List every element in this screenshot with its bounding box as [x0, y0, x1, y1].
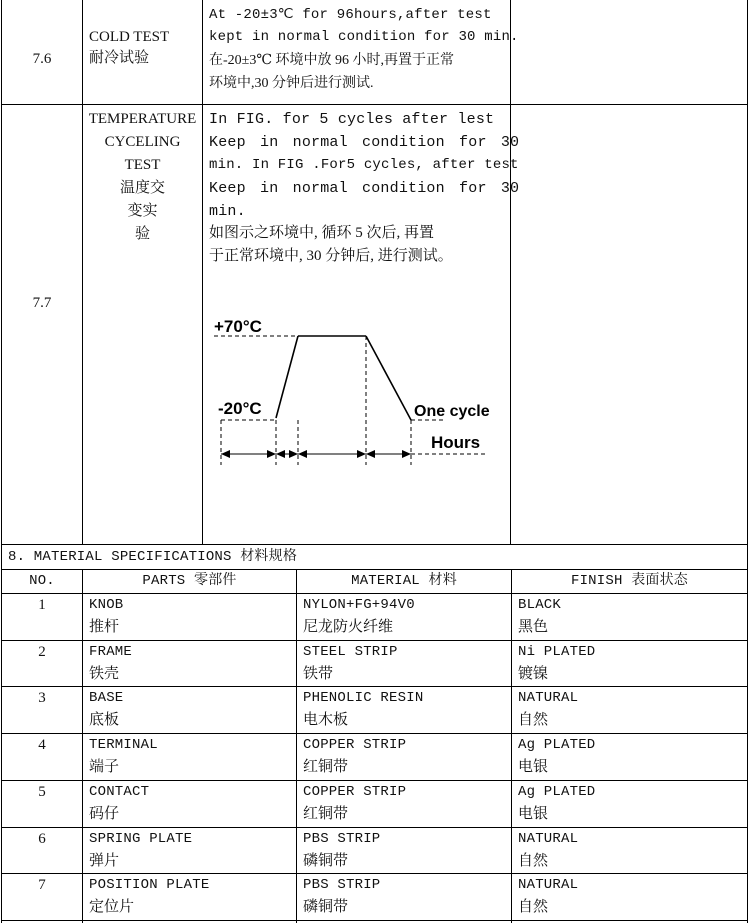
part-name-en: SPRING PLATE — [89, 831, 193, 847]
row-divider-77-8 — [1, 544, 748, 545]
mat-table-bottom — [1, 920, 748, 921]
temperature-profile — [276, 336, 411, 420]
material-en: PBS STRIP — [303, 831, 381, 847]
finish-en: Ni PLATED — [518, 644, 596, 660]
mat-col-divider-2 — [296, 569, 297, 923]
part-name-en: POSITION PLATE — [89, 877, 210, 893]
hours-label: Hours — [431, 433, 481, 452]
row-number: 6 — [38, 831, 46, 847]
row-number: 5 — [38, 784, 46, 800]
finish-cn: 镀镍 — [518, 666, 549, 682]
finish-cn: 自然 — [518, 899, 549, 915]
col-divider-name — [202, 0, 203, 544]
part-name-en: KNOB — [89, 597, 124, 613]
test-description-line: 在-20±3℃ 环境中放 96 小时,再置于正常 — [209, 53, 455, 68]
material-en: NYLON+FG+94V0 — [303, 597, 415, 613]
part-name-cn: 推杆 — [89, 619, 120, 635]
test-name-line: 变实 — [127, 203, 158, 219]
finish-en: NATURAL — [518, 877, 579, 893]
finish-cn: 电银 — [518, 759, 549, 775]
test-name-line: TEST — [124, 157, 161, 173]
material-cn: 铁带 — [303, 666, 334, 682]
header-parts: PARTS 零部件 — [142, 573, 237, 589]
material-en: PBS STRIP — [303, 877, 381, 893]
material-cn: 电木板 — [303, 712, 349, 728]
row-number: 4 — [38, 737, 46, 753]
test-description-line: Keep in normal condition for 30 — [209, 180, 520, 197]
row-number: 1 — [38, 597, 46, 613]
material-en: COPPER STRIP — [303, 784, 407, 800]
test-description-line: min. In FIG .For5 cycles, after test — [209, 157, 519, 173]
test-name-line: CYCELING — [104, 134, 181, 150]
test-description-line: 环境中,30 分钟后进行测试. — [209, 76, 374, 91]
row-number: 7 — [38, 877, 46, 893]
part-name-cn: 弹片 — [89, 853, 120, 869]
finish-en: NATURAL — [518, 831, 579, 847]
header-material: MATERIAL 材料 — [351, 573, 457, 589]
header-finish: FINISH 表面状态 — [570, 573, 688, 589]
test-name-line: TEMPERATURE — [88, 111, 197, 127]
col-divider-desc — [510, 0, 511, 544]
row-number: 2 — [38, 644, 46, 660]
test-description-line: At -20±3℃ for 96hours,after test — [209, 7, 492, 23]
part-name-en: FRAME — [89, 644, 133, 660]
finish-en: Ag PLATED — [518, 784, 596, 800]
test-name-en: COLD TEST — [89, 29, 170, 45]
finish-en: NATURAL — [518, 690, 579, 706]
col-divider-no — [82, 0, 83, 544]
test-description-line: In FIG. for 5 cycles after lest — [209, 111, 495, 128]
material-cn: 磷铜带 — [303, 899, 349, 915]
material-en: COPPER STRIP — [303, 737, 407, 753]
part-name-cn: 铁壳 — [89, 666, 120, 682]
material-en: PHENOLIC RESIN — [303, 690, 424, 706]
row-divider-76-77 — [1, 104, 748, 105]
test-name-line: 温度交 — [119, 180, 165, 196]
material-cn: 红铜带 — [303, 759, 349, 775]
section-title: 8. MATERIAL SPECIFICATIONS 材料规格 — [8, 549, 298, 565]
material-cn: 磷铜带 — [303, 853, 349, 869]
test-description-line: Keep in normal condition for 30 — [209, 134, 520, 151]
outer-right-border — [747, 0, 748, 923]
part-name-cn: 定位片 — [89, 899, 135, 915]
part-name-cn: 底板 — [89, 712, 120, 728]
finish-cn: 黑色 — [518, 619, 549, 635]
test-description-line: kept in normal condition for 30 min. — [209, 29, 519, 45]
finish-en: BLACK — [518, 597, 562, 613]
finish-cn: 电银 — [518, 806, 549, 822]
temperature-cycle-diagram — [206, 300, 506, 470]
test-description-line: 如图示之环境中, 循环 5 次后, 再置 — [209, 225, 435, 241]
part-name-en: TERMINAL — [89, 737, 158, 753]
finish-cn: 自然 — [518, 712, 549, 728]
test-name-line: 验 — [134, 226, 150, 242]
material-cn: 尼龙防火纤维 — [303, 619, 394, 635]
finish-en: Ag PLATED — [518, 737, 596, 753]
part-name-en: CONTACT — [89, 784, 150, 800]
mat-col-divider-3 — [511, 569, 512, 923]
test-name-cn: 耐冷试验 — [89, 50, 150, 66]
test-number: 7.6 — [32, 51, 52, 67]
mat-col-divider-1 — [82, 569, 83, 923]
material-en: STEEL STRIP — [303, 644, 398, 660]
header-no: NO. — [29, 573, 55, 589]
row-number: 3 — [38, 690, 46, 706]
part-name-cn: 码仔 — [89, 806, 120, 822]
test-description-line: 于正常环境中, 30 分钟后, 进行测试。 — [209, 248, 453, 264]
finish-cn: 自然 — [518, 853, 549, 869]
low-temperature-label: -20°C — [218, 399, 262, 418]
test-number: 7.7 — [32, 295, 52, 311]
part-name-en: BASE — [89, 690, 124, 706]
cycle-label: One cycle — [414, 403, 490, 420]
material-cn: 红铜带 — [303, 806, 349, 822]
part-name-cn: 端子 — [89, 759, 120, 775]
test-description-line: min. — [209, 203, 246, 220]
high-temperature-label: +70°C — [214, 317, 262, 336]
